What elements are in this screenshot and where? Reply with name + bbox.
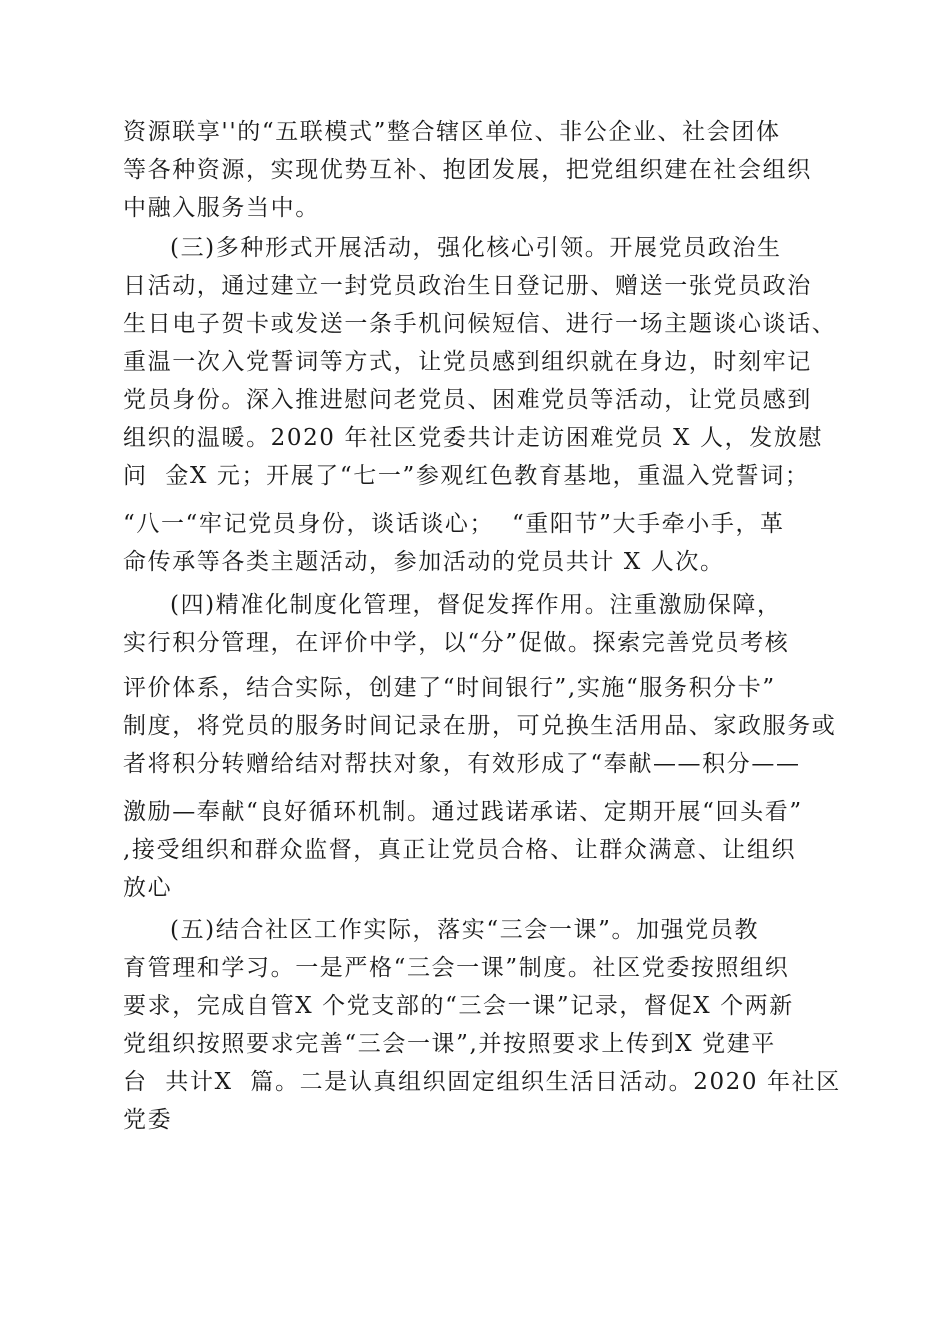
text-line: ,接受组织和群众监督，真正让党员合格、让群众满意、让组织 xyxy=(123,837,797,863)
text-line: 评价体系，结合实际，创建了“时间银行”,实施“服务积分卡” xyxy=(123,675,776,701)
text-line: 党委 xyxy=(123,1107,173,1133)
text-line: 激励—奉献“良好循环机制。通过践诺承诺、定期开展“回头看” xyxy=(123,799,803,825)
text-line: 日活动，通过建立一封党员政治生日登记册、赠送一张党员政治 xyxy=(123,273,812,299)
text-line: 重温一次入党誓词等方式，让党员感到组织就在身边，时刻牢记 xyxy=(123,349,812,375)
text-line: 等各种资源，实现优势互补、抱团发展，把党组织建在社会组织 xyxy=(123,157,812,183)
text-line: 育管理和学习。一是严格“三会一课”制度。社区党委按照组织 xyxy=(123,955,790,981)
text-line: “八一“牢记党员身份，谈话谈心； “重阳节”大手牵小手，革 xyxy=(123,511,785,537)
text-line: 放心 xyxy=(123,875,173,901)
paragraph-3-heading-line: (三)多种形式开展活动，强化核心引领。开展党员政治生 xyxy=(170,235,782,261)
paragraph-4-heading-line: (四)精准化制度化管理，督促发挥作用。注重激励保障， xyxy=(170,592,782,618)
text-line: 中融入服务当中。 xyxy=(123,195,320,221)
text-line: 实行积分管理，在评价中学，以“分”促做。探索完善党员考核 xyxy=(123,630,790,656)
text-line: 要求，完成自管X 个党支部的“三会一课”记录，督促X 个两新 xyxy=(123,993,794,1019)
paragraph-5-heading-line: (五)结合社区工作实际，落实“三会一课”。加强党员教 xyxy=(170,917,760,943)
text-line: 党员身份。深入推进慰问老党员、困难党员等活动，让党员感到 xyxy=(123,387,812,413)
text-line: 党组织按照要求完善“三会一课”,并按照要求上传到X 党建平 xyxy=(123,1031,776,1057)
text-line: 者将积分转赠给结对帮扶对象，有效形成了“奉献——积分—— xyxy=(123,751,801,777)
text-line: 制度，将党员的服务时间记录在册，可兑换生活用品、家政服务或 xyxy=(123,713,837,739)
text-line: 组织的温暖。2020 年社区党委共计走访困难党员 X 人，发放慰 xyxy=(123,425,824,451)
text-line: 问 金X 元；开展了“七一”参观红色教育基地，重温入党誓词； xyxy=(123,463,810,489)
text-line: 命传承等各类主题活动，参加活动的党员共计 X 人次。 xyxy=(123,549,725,575)
text-line: 资源联享''的“五联模式”整合辖区单位、非公企业、社会团体 xyxy=(123,119,781,145)
text-line: 台 共计X 篇。二是认真组织固定组织生活日活动。2020 年社区 xyxy=(123,1069,841,1095)
text-line: 生日电子贺卡或发送一条手机问候短信、进行一场主题谈心谈话、 xyxy=(123,311,837,337)
